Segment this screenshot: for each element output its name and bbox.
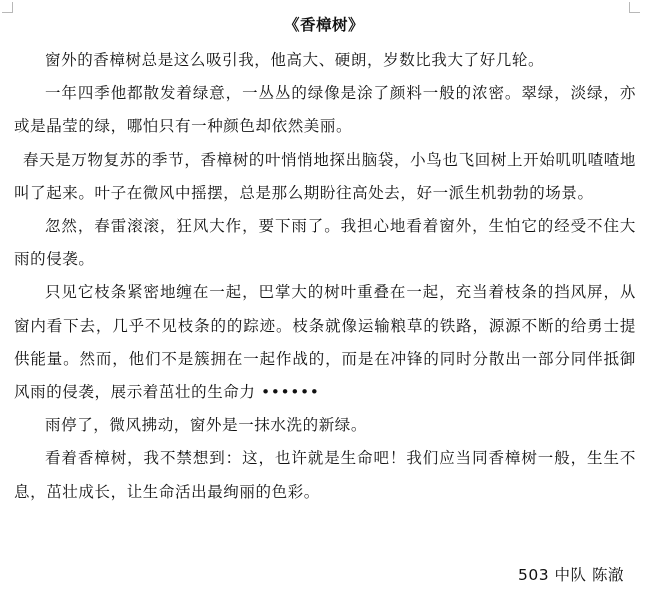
paragraph: 雨停了，微风拂动，窗外是一抹水洗的新绿。: [45, 416, 368, 435]
paragraph: 春天是万物复苏的季节，香樟树的叶悄悄地探出脑袋，小鸟也飞回树上开始叽叽喳喳地叫了起来。叶子在微风中摇摆，总是那么期盼往高处去，好一派生机勃勃的场景。: [14, 150, 636, 202]
paragraph: 窗外的香樟树总是这么吸引我，他高大、硬朗，岁数比我大了好几轮。: [45, 51, 545, 69]
paragraph: 忽然，春雷滚滚，狂风大作，要下雨了。我担心地看着窗外，生怕它的经受不住大雨的侵袭。: [14, 217, 636, 269]
document-title: 《香樟树》: [283, 16, 364, 34]
paragraph: 只见它枝条紧密地缠在一起，巴掌大的树叶重叠在一起，充当着枝条的挡风屏，从窗内看下去，几乎不见枝条的的踪迹。枝条就像运输粮草的铁路，源源不断的给勇士提供能量。然而，他们不是簇拥在一起作战的，而是在冲锋的同时分散出一部分同伴抵御风雨的侵袭，展示着茁壮的生命力 ••••••: [14, 283, 636, 402]
author-signature: 503 中队 陈澈: [518, 566, 624, 584]
paragraph: 看着香樟树，我不禁想到：这，也许就是生命吧！我们应当同香樟树一般，生生不息，茁壮成长，让生命活出最绚丽的色彩。: [14, 449, 636, 501]
paragraph: 一年四季他都散发着绿意，一丛丛的绿像是涂了颜料一般的浓密。翠绿，淡绿，亦或是晶莹的绿，哪怕只有一种颜色却依然美丽。: [14, 84, 636, 136]
document-body: [14, 44, 636, 509]
